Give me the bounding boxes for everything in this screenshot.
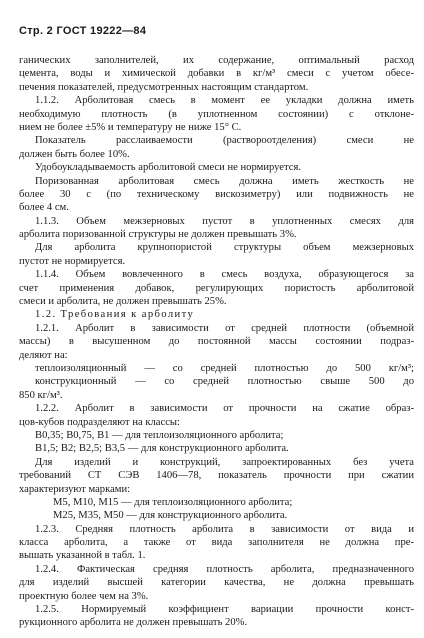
text-line: необходимую плотность (в уплотненном состоянии) с отклоне- bbox=[19, 108, 414, 120]
text-line: печения показателей, предусмотренных настоящим стандартом. bbox=[19, 81, 309, 93]
text-line: M5, M10, M15 — для теплоизоляционного арболита; bbox=[53, 496, 293, 508]
text-line: Показатель расслаиваемости (раствороотделения) смеси не bbox=[35, 135, 414, 147]
text-line: вышать указанной в табл. 1. bbox=[19, 550, 146, 562]
text-line: 1.1.3. Объем межзерновых пустот в уплотненных смесях для bbox=[35, 215, 414, 227]
text-line: Для арболита крупнопористой структуры объем межзерновых bbox=[35, 242, 414, 254]
text-line: класса арболита, а также от вида заполнителя не должна пре- bbox=[19, 537, 414, 549]
text-line: конструкционный — со средней плотностью свыше 500 до bbox=[35, 376, 414, 388]
text-line: Поризованная арболитовая смесь должна иметь жесткость не bbox=[35, 175, 414, 187]
text-line: 1.1.4. Объем вовлеченного в смесь воздуха, образующегося за bbox=[35, 269, 414, 281]
text-line: рукционного арболита не должен превышать 20%. bbox=[19, 617, 248, 629]
text-line: B0,35; B0,75, B1 — для теплоизоляционного арболита; bbox=[35, 429, 284, 441]
text-line: более 30 с (по техническому вискозиметру) или подвижность не bbox=[19, 188, 414, 200]
text-line: 1.2.4. Фактическая средняя плотность арболита, предназначенного bbox=[35, 563, 414, 575]
text-line: смеси и арболита, не должен превышать 25%. bbox=[19, 296, 227, 308]
text-line: цов-кубов подразделяют на классы: bbox=[19, 416, 180, 428]
text-line: должен быть более 10%. bbox=[19, 148, 130, 160]
text-line: 850 кг/м³. bbox=[19, 389, 63, 401]
text-line: M25, M35, M50 — для конструкционного арболита. bbox=[53, 510, 288, 522]
text-line: 1.2.1. Арболит в зависимости от средней плотности (объемной bbox=[35, 322, 414, 334]
text-line: пустот не нормируется. bbox=[19, 255, 126, 267]
document-body bbox=[19, 54, 414, 630]
page-header bbox=[19, 25, 146, 37]
standard-designation: ГОСТ 19222—84 bbox=[56, 25, 147, 37]
text-line: проектную более чем на 3%. bbox=[19, 590, 149, 602]
text-line: цемента, воды и химической добавки в кг/м³ смеси с учетом обесе- bbox=[19, 68, 414, 80]
text-line: ганических заполнителей, их содержание, оптимальный расход bbox=[19, 55, 414, 66]
text-line: 1.2.5. Нормируемый коэффициент вариации прочности конст- bbox=[35, 604, 414, 616]
text-line: характеризуют марками: bbox=[19, 483, 131, 495]
text-line: более 4 см. bbox=[19, 202, 69, 214]
text-line: Удобоукладываемость арболитовой смеси не нормируется. bbox=[35, 162, 301, 174]
text-line: деляют на: bbox=[19, 349, 68, 361]
text-line: арболита поризованной структуры не должен превышать 3%. bbox=[19, 229, 297, 241]
text-line: B1,5; B2; B2,5; B3,5 — для конструкционного арболита. bbox=[35, 443, 289, 455]
text-line: массы) в высушенном до постоянной массы состоянии подраз- bbox=[19, 336, 414, 348]
text-line: Для изделий и конструкций, запроектированных без учета bbox=[35, 456, 414, 468]
page-number: Стр. 2 bbox=[19, 25, 54, 37]
text-line: для изделий высшей категории качества, не должна превышать bbox=[19, 577, 414, 589]
text-line: 1.2.3. Средняя плотность арболита в зависимости от вида и bbox=[35, 523, 414, 535]
text-line: 1.2.2. Арболит в зависимости от прочности на сжатие образ- bbox=[35, 403, 414, 415]
text-line: теплоизоляционный — со средней плотностью до 500 кг/м³; bbox=[35, 362, 414, 374]
text-line: 1.1.2. Арболитовая смесь в момент ее укладки должна иметь bbox=[35, 95, 414, 107]
text-line: счет применения добавок, регулирующих пористость арболитовой bbox=[19, 282, 414, 294]
text-line: 1.2. Требования к арболиту bbox=[35, 309, 195, 321]
text-line: нием не более ±5% и температуру не ниже 15° С. bbox=[19, 121, 242, 133]
text-line: требований СТ СЭВ 1406—78, показатель прочности при сжатии bbox=[19, 470, 414, 482]
